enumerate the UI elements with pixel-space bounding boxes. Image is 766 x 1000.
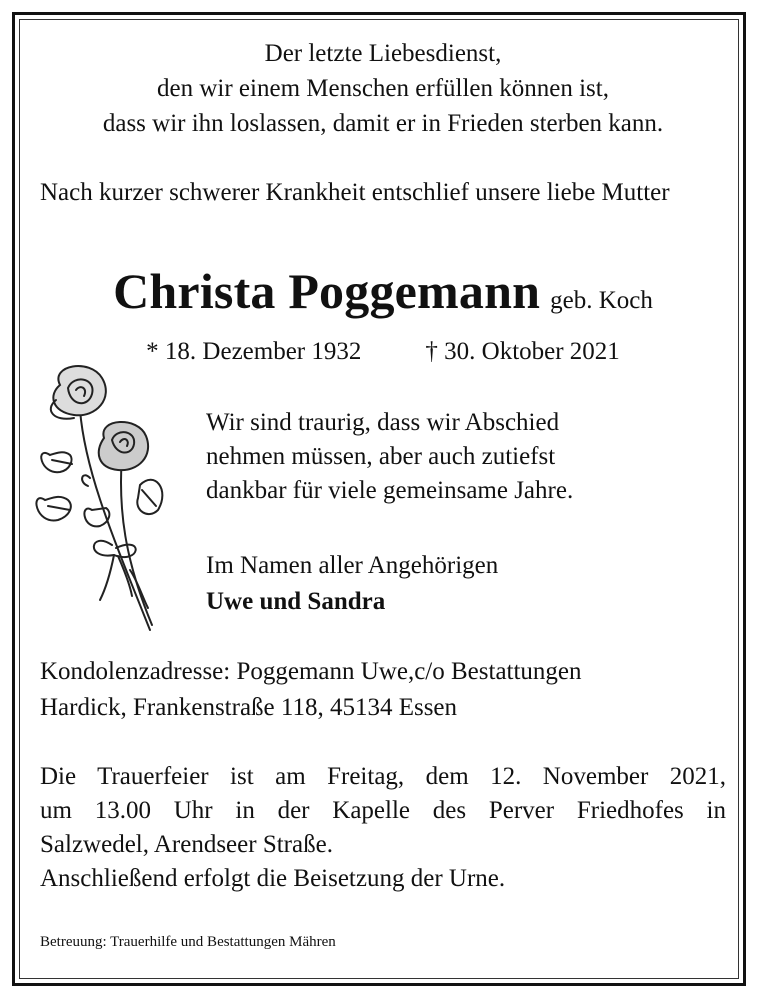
service-line: Die Trauerfeier ist am Freitag, dem 12. November 2021,	[40, 763, 726, 790]
service-line: Anschließend erfolgt die Beisetzung der Urne.	[40, 865, 506, 892]
intro-text: Nach kurzer schwerer Krankheit entschlief unsere liebe Mutter	[40, 179, 670, 206]
rose-icon	[30, 360, 170, 640]
maiden-name: geb. Koch	[550, 287, 653, 314]
signature-names: Uwe und Sandra	[206, 588, 386, 615]
mourning-text	[206, 406, 706, 508]
funeral-service-info	[40, 760, 726, 896]
service-line: Salzwedel, Arendseer Straße.	[40, 831, 333, 858]
mourning-line: Wir sind traurig, dass wir Abschied	[206, 409, 560, 436]
footer-undertaker: Betreuung: Trauerhilfe und Bestattungen Mähren	[40, 934, 336, 950]
mourning-line: dankbar für viele gemeinsame Jahre.	[206, 477, 574, 504]
quote-line: dass wir ihn loslassen, damit er in Frieden sterben kann.	[102, 110, 664, 137]
death-date: † 30. Oktober 2021	[425, 338, 620, 365]
deceased-name: Christa Poggemann	[113, 263, 541, 319]
quote-line: Der letzte Liebesdienst,	[264, 40, 502, 67]
condolence-address	[40, 654, 582, 726]
opening-quote	[20, 36, 746, 141]
service-line: um 13.00 Uhr in der Kapelle des Perver Friedhofes in	[40, 797, 726, 824]
address-line: Hardick, Frankenstraße 118, 45134 Essen	[40, 694, 458, 721]
signature-block	[206, 548, 498, 620]
address-line: Kondolenzadresse: Poggemann Uwe,c/o Bestattungen	[40, 658, 582, 685]
birth-date: * 18. Dezember 1932	[146, 338, 362, 365]
signature-intro: Im Namen aller Angehörigen	[206, 552, 499, 579]
deceased-name-line	[20, 262, 746, 320]
quote-line: den wir einem Menschen erfüllen können ist,	[157, 75, 609, 102]
mourning-line: nehmen müssen, aber auch zutiefst	[206, 443, 556, 470]
